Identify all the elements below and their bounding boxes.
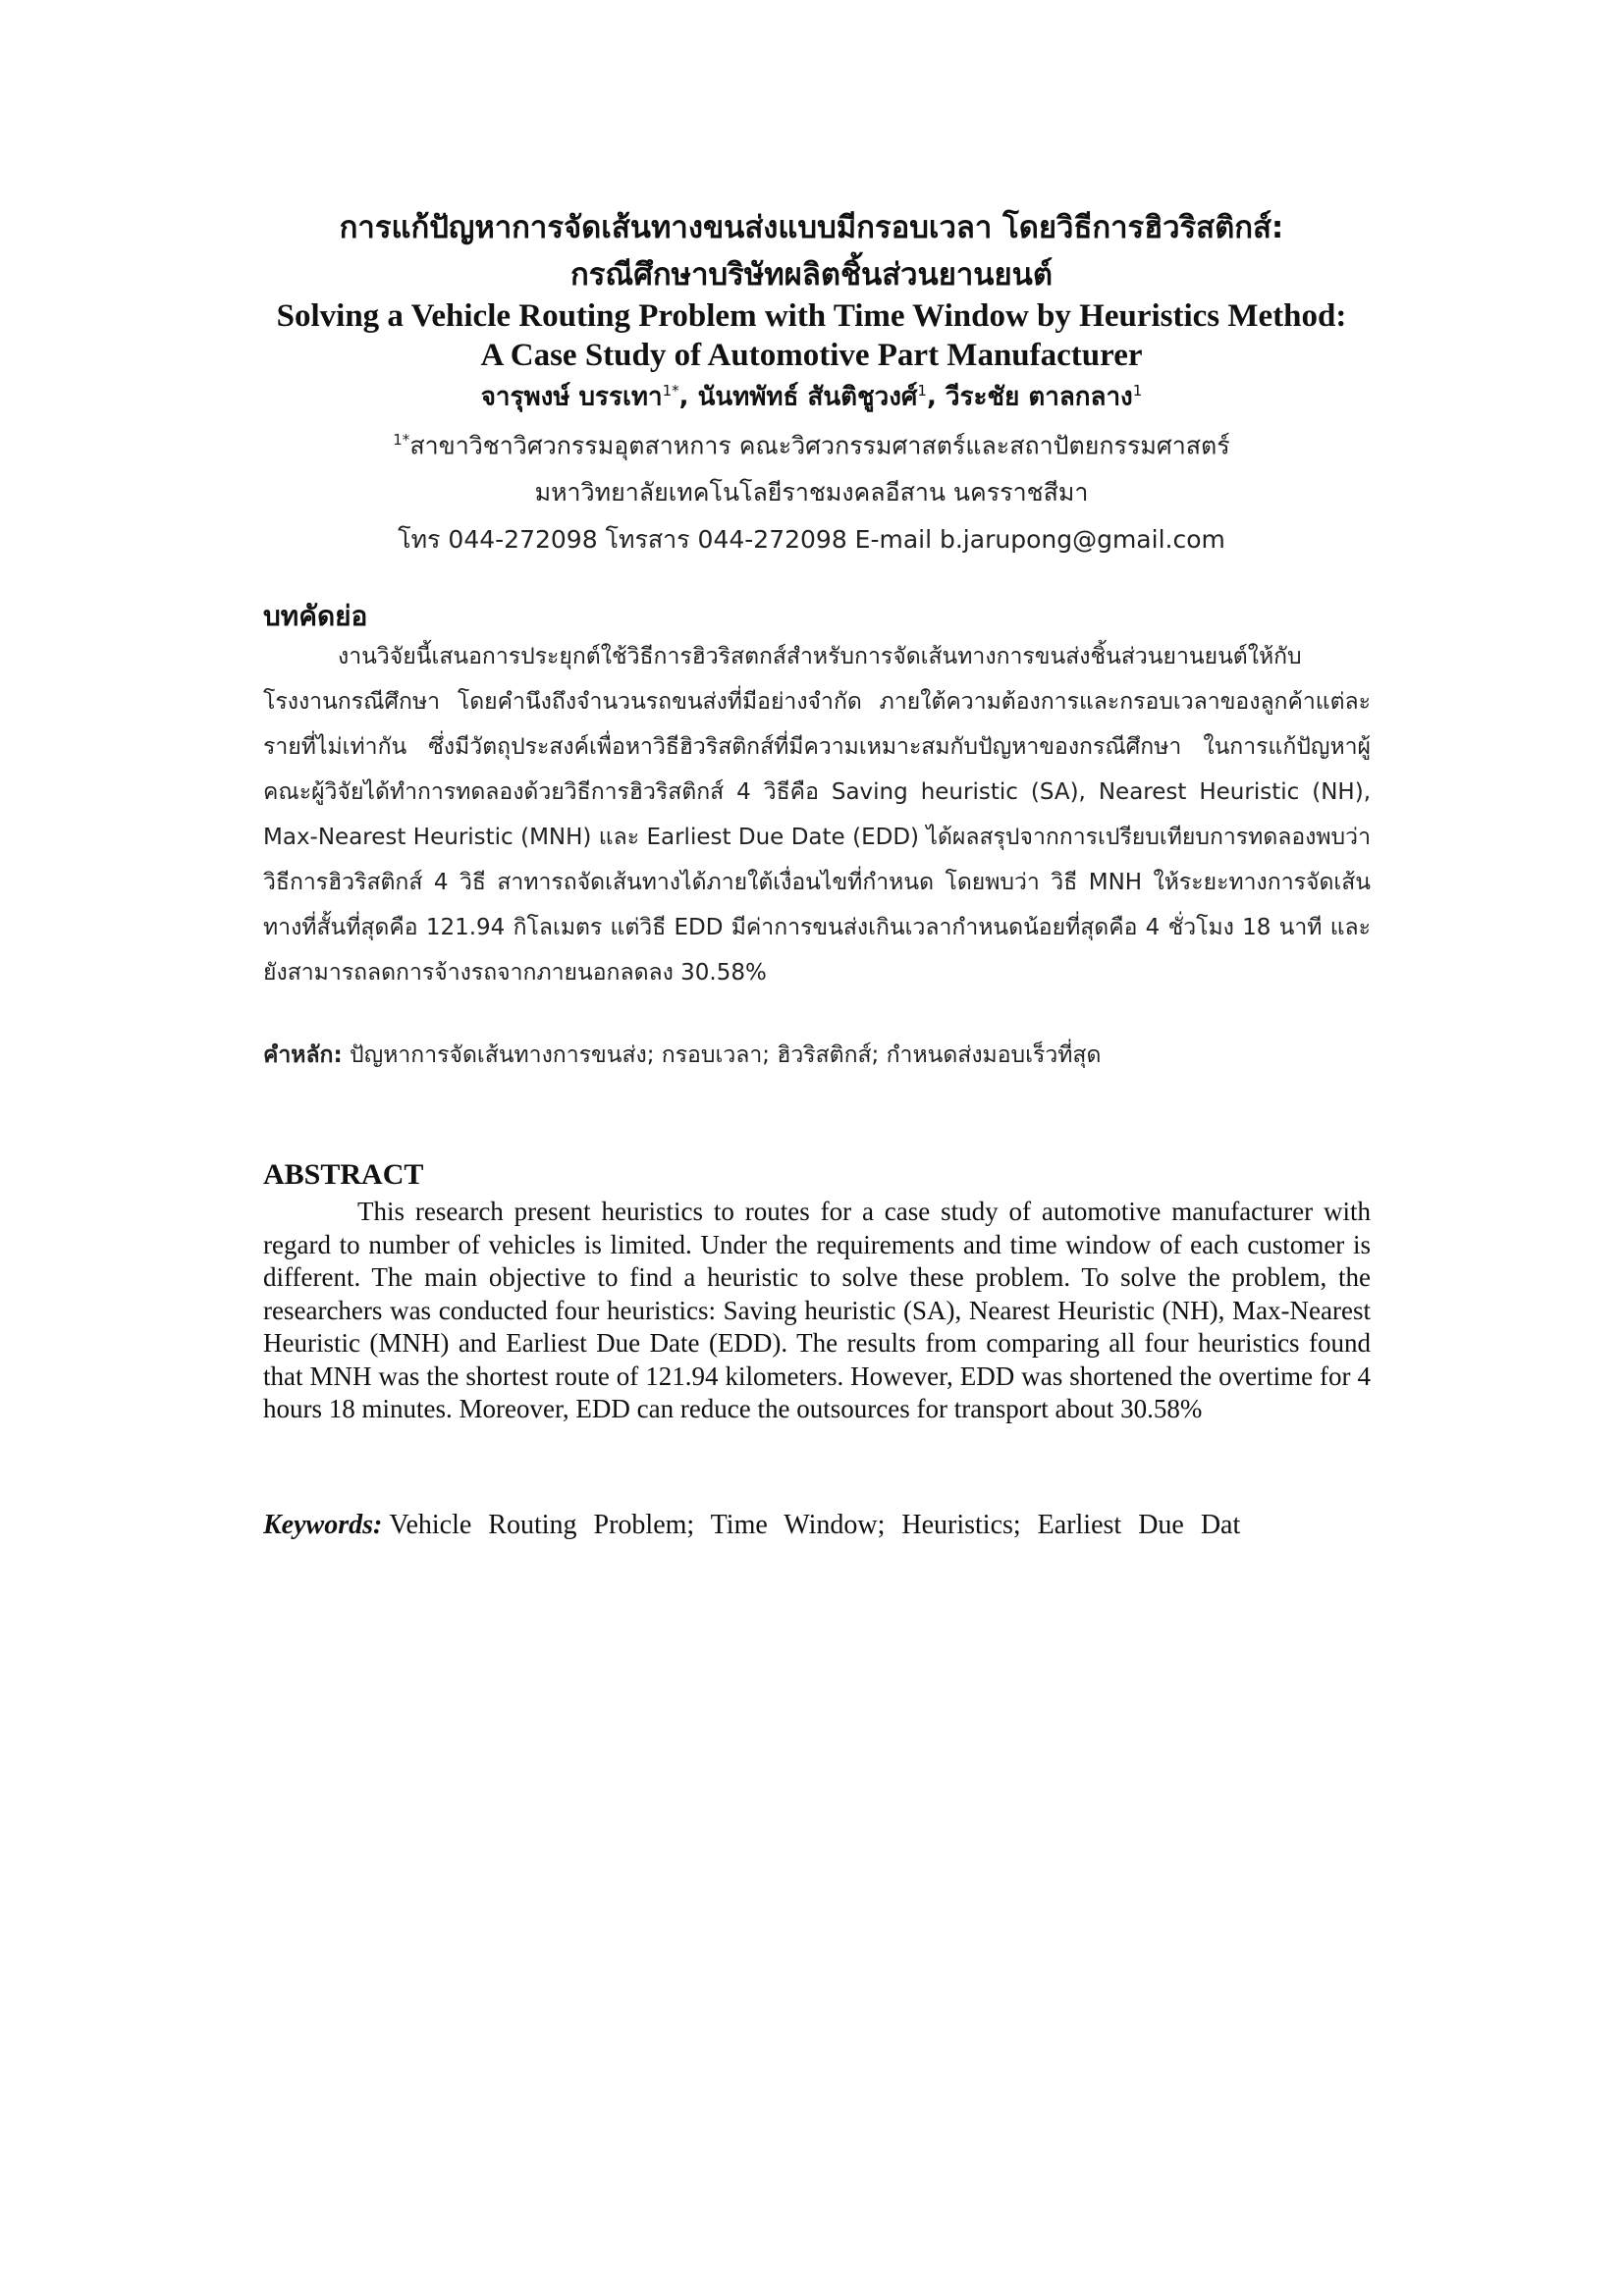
thai-title-line1: การแก้ปัญหาการจัดเส้นทางขนส่งแบบมีกรอบเวลา โดยวิธีการฮิวริสติกส์: [339,210,1284,245]
author-name: นันทพัทธ์ สันติชูวงศ์ [697,382,918,412]
thai-title-line2: กรณีศึกษาบริษัทผลิตชิ้นส่วนยานยนต์ [570,257,1053,293]
author-name: จารุพงษ์ บรรเทา [480,382,663,412]
author-name: วีระชัย ตาลกลาง [945,382,1133,412]
author-mark: 1* [662,382,679,400]
english-keywords-label: Keywords: [263,1510,383,1540]
affiliation-line2: มหาวิทยาลัยเทคโนโลยีราชมงคลอีสาน นครราชสีมา [534,478,1089,507]
thai-keywords-label: คำหลัก: [263,1042,343,1068]
author-list: จารุพงษ์ บรรเทา$^{1*}$, นันทพัทธ์ สันติชูวงศ์$^1$, วีระชัย ตาลกลาง$^1$ [480,382,1143,412]
english-title-line2: A Case Study of Automotive Part Manufacturer [480,338,1143,373]
english-title-line1: Solving a Vehicle Routing Problem with Time Window by Heuristics Method: [276,298,1347,334]
thai-abstract-body [263,634,1371,995]
contact-line: โทร 044-272098 โทรสาร 044-272098 E-mail b.jarupong@gmail.com [398,525,1225,555]
english-title [196,296,1427,375]
thai-abstract-paragraph: งานวิจัยนี้เสนอการประยุกต์ใช้วิธีการฮิวริสตกส์สำหรับการจัดเส้นทางการขนส่งชิ้นส่วนยานยนต์ให้กับโรงงานกรณีศึกษา โดยคำนึงถึงจำนวนรถขนส่งที่มีอย่างจำกัด ภายใต้ความต้องการและกรอบเวลาของลูกค้าแต่ละรายที่ไม่เท่ากัน ซึ่งมีวัตถุประสงค์เพื่อหาวิธีฮิวริสติกส์ที่มีความเหมาะสมกับปัญหาของกรณีศึกษา ในการแก้ปัญหาผู้ คณะผู้วิจัยได้ทำการทดลองด้วยวิธีการฮิวริสติกส์ 4 วิธีคือ Saving heuristic (SA), Nearest Heuristic (NH), Max-Nearest Heuristic (MNH) และ Earliest Due Date (EDD) ได้ผลสรุปจากการเปรียบเทียบการทดลองพบว่าวิธีการฮิวริสติกส์ 4 วิธี สาทารถจัดเส้นทางได้ภายใต้เงื่อนไขที่กำหนด โดยพบว่า วิธี MNH ให้ระยะทางการจัดเส้นทางที่สั้นที่สุดคือ 121.94 กิโลเมตร แต่วิธี EDD มีค่าการขนส่งเกินเวลากำหนดน้อยที่สุดคือ 4 ชั่วโมง 18 นาที และยังสามารถลดการจ้างรถจากภายนอกลดลง 30.58% [263,644,1371,986]
affiliation-line1: $^{1*}$สาขาวิชาวิศวกรรมอุตสาหการ คณะวิศวกรรมศาสตร์และสถาปัตยกรรมศาสตร์ [393,431,1230,460]
thai-keywords-text: ปัญหาการจัดเส้นทางการขนส่ง; กรอบเวลา; ฮิวริสติกส์; กำหนดส่งมอบเร็วที่สุด [350,1042,1102,1068]
thai-title [196,204,1427,298]
affiliation-mark: 1* [393,431,410,449]
english-keywords [263,1506,1371,1545]
english-abstract-body [263,1196,1371,1426]
author-mark: 1 [1132,382,1143,400]
thai-abstract-heading: บทคัดย่อ [263,600,368,632]
english-abstract-paragraph: This research present heuristics to routes for a case study of automotive manufacturer with regard to number of vehicles is limited. Under the requirements and time window of each customer is different. The main objective to find a heuristic to solve these problem. To solve the problem, the researchers was conducted four heuristics: Saving heuristic (SA), Nearest Heuristic (NH), Max-Nearest Heuristic (MNH) and Earliest Due Date (EDD). The results from comparing all four heuristics found that MNH was the shortest route of 121.94 kilometers. However, EDD was shortened the overtime for 4 hours 18 minutes. Moreover, EDD can reduce the outsources for transport about 30.58% [263,1197,1371,1423]
english-abstract-heading: ABSTRACT [263,1158,424,1191]
author-mark: 1 [917,382,927,400]
affiliation [196,416,1427,563]
english-keywords-text: Vehicle Routing Problem; Time Window; Heuristics; Earliest Due Dat [389,1510,1241,1540]
thai-keywords [263,1036,1371,1075]
